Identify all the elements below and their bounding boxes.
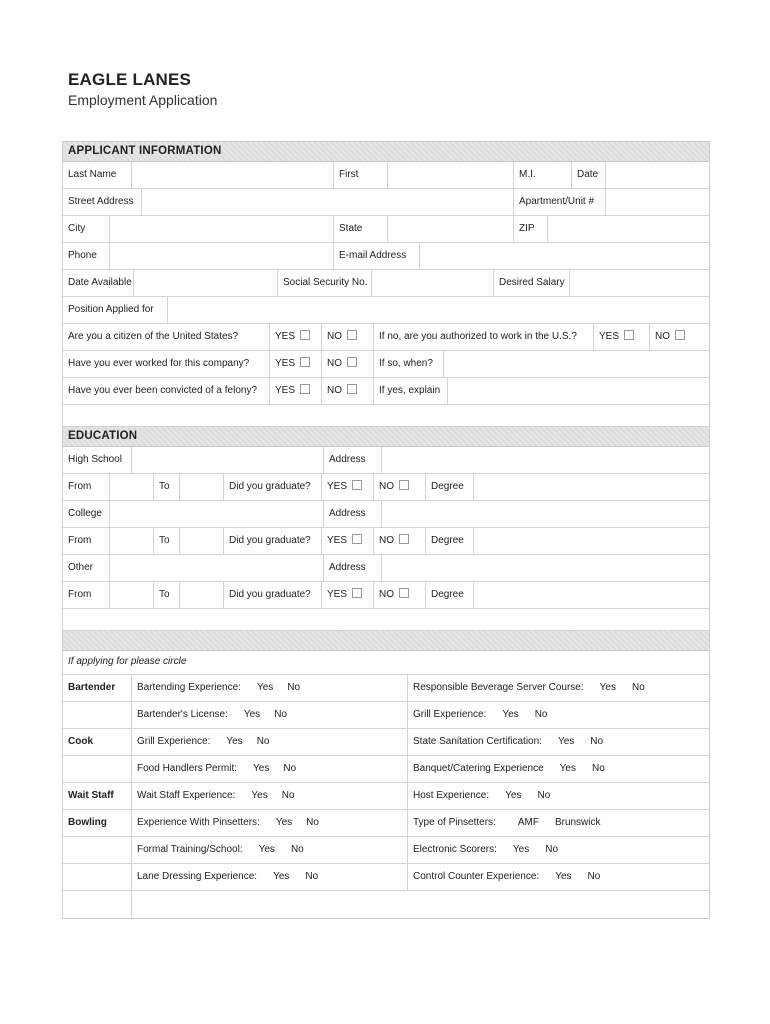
other-graduate-yes[interactable] [321, 582, 373, 608]
section-positions [63, 631, 709, 651]
label-desired-salary: Desired Salary [493, 270, 569, 296]
no-option[interactable]: No [537, 790, 551, 801]
label-date: Date [571, 162, 605, 188]
label-citizen-question: Are you a citizen of the United States? [68, 331, 239, 342]
checkbox-icon[interactable] [300, 330, 310, 340]
question-label: Food Handlers Permit: [137, 763, 238, 774]
question-label: Type of Pinsetters: [413, 817, 496, 828]
field-first[interactable] [387, 162, 513, 188]
checkbox-icon[interactable] [399, 588, 409, 598]
row-bowling-1 [63, 810, 709, 837]
field-college-address[interactable] [381, 501, 709, 527]
label-graduate: Did you graduate? [223, 528, 321, 554]
checkbox-icon[interactable] [347, 330, 357, 340]
checkbox-icon[interactable] [352, 534, 362, 544]
field-hs-address[interactable] [381, 447, 709, 473]
no-option[interactable]: No [534, 709, 548, 720]
field-date-available[interactable] [133, 270, 277, 296]
label-college: College [68, 508, 102, 519]
authorized-no-option[interactable] [649, 324, 709, 350]
field-worked-when[interactable] [443, 351, 709, 377]
worked-no-option[interactable] [321, 351, 373, 377]
hs-graduate-yes[interactable] [321, 474, 373, 500]
yes-label: YES [275, 358, 296, 369]
food-handlers-permit[interactable] [131, 756, 407, 782]
row-college [63, 501, 709, 528]
row-bowling-2 [63, 837, 709, 864]
lane-dressing-experience[interactable] [131, 864, 407, 890]
section-applicant-information [63, 142, 709, 162]
field-last-name[interactable] [131, 162, 333, 188]
yes-option[interactable]: Yes [253, 763, 270, 774]
yes-option[interactable]: Yes [226, 736, 243, 747]
label-felony-question: Have you ever been convicted of a felony? [68, 385, 258, 396]
no-option[interactable]: No [281, 790, 295, 801]
yes-option[interactable]: Yes [557, 736, 575, 747]
label-street-address: Street Address [68, 196, 134, 207]
label-from: From [68, 589, 92, 600]
question-label: Grill Experience: [137, 736, 211, 747]
citizen-no-option[interactable] [321, 324, 373, 350]
row-worked-before [63, 351, 709, 378]
label-authorized-question: If no, are you authorized to work in the U.S.? [373, 324, 593, 350]
field-other-from[interactable] [109, 582, 153, 608]
label-other: Other [68, 562, 94, 573]
label-worked-when: If so, when? [373, 351, 443, 377]
section-education [63, 427, 709, 447]
yes-label: YES [327, 481, 348, 492]
label-cook: Cook [68, 736, 93, 747]
no-option[interactable]: No [591, 763, 605, 774]
field-zip[interactable] [547, 216, 709, 242]
row-bartender-1 [63, 675, 709, 702]
checkbox-icon[interactable] [300, 384, 310, 394]
empty-cell [63, 837, 131, 863]
row-felony [63, 378, 709, 405]
field-street-address[interactable] [141, 189, 513, 215]
label-felony-explain: If yes, explain [373, 378, 447, 404]
row-cook-1 [63, 729, 709, 756]
field-desired-salary[interactable] [569, 270, 709, 296]
row-other-dates [63, 582, 709, 609]
row-other [63, 555, 709, 582]
no-option[interactable]: No [545, 844, 559, 855]
label-zip: ZIP [513, 216, 547, 242]
yes-option[interactable]: Yes [599, 682, 616, 693]
worked-yes-option[interactable] [269, 351, 321, 377]
section-title: EDUCATION [68, 430, 138, 442]
field-college-from[interactable] [109, 528, 153, 554]
yes-option[interactable]: Yes [256, 682, 274, 693]
question-label: Experience With Pinsetters: [137, 817, 260, 828]
question-label: Formal Training/School: [137, 844, 243, 855]
positions-instruction: If applying for please circle [68, 656, 187, 667]
checkbox-icon[interactable] [675, 330, 685, 340]
yes-option[interactable]: Yes [258, 844, 275, 855]
label-graduate: Did you graduate? [223, 582, 321, 608]
field-phone[interactable] [109, 243, 333, 269]
yes-label: YES [599, 331, 620, 342]
other-graduate-no[interactable] [373, 582, 425, 608]
label-to: To [153, 474, 179, 500]
yes-label: YES [275, 385, 296, 396]
amf-option[interactable]: AMF [517, 817, 539, 828]
no-label: NO [327, 358, 342, 369]
row-phone [63, 243, 709, 270]
form-subtitle: Employment Application [68, 92, 218, 108]
label-position-applied: Position Applied for [68, 304, 154, 315]
no-option[interactable]: No [631, 682, 645, 693]
question-label: Lane Dressing Experience: [137, 871, 258, 882]
label-ssn: Social Security No. [277, 270, 371, 296]
checkbox-icon[interactable] [624, 330, 634, 340]
yes-option[interactable]: Yes [251, 790, 268, 801]
empty-cell [63, 891, 131, 918]
no-option[interactable]: No [306, 817, 319, 828]
no-label: NO [327, 385, 342, 396]
type-of-pinsetters[interactable] [407, 810, 709, 836]
label-last-name: Last Name [68, 169, 117, 180]
field-other-to[interactable] [179, 582, 223, 608]
no-label: NO [327, 331, 342, 342]
bartender-license[interactable] [131, 702, 407, 728]
hs-graduate-no[interactable] [373, 474, 425, 500]
host-experience[interactable] [407, 783, 709, 809]
label-college-address: Address [323, 501, 381, 527]
section-title: APPLICANT INFORMATION [68, 145, 222, 157]
label-wait-staff: Wait Staff [68, 790, 114, 801]
no-option[interactable]: No [290, 844, 304, 855]
yes-option[interactable]: Yes [505, 790, 522, 801]
label-worked-question: Have you ever worked for this company? [68, 358, 250, 369]
field-state[interactable] [387, 216, 513, 242]
empty-cell [131, 891, 709, 918]
banquet-catering-experience[interactable] [407, 756, 709, 782]
bartending-experience[interactable] [131, 675, 407, 701]
field-ssn[interactable] [371, 270, 493, 296]
label-phone: Phone [68, 250, 97, 261]
label-apartment: Apartment/Unit # [513, 189, 605, 215]
question-label: Bartender's License: [137, 709, 228, 720]
bartender-grill-experience[interactable] [407, 702, 709, 728]
label-date-available: Date Available [68, 277, 132, 288]
field-other-degree[interactable] [473, 582, 709, 608]
checkbox-icon[interactable] [399, 534, 409, 544]
row-citizen [63, 324, 709, 351]
label-city: City [68, 223, 86, 234]
question-label: Electronic Scorers: [413, 844, 497, 855]
checkbox-icon[interactable] [352, 588, 362, 598]
yes-option[interactable]: Yes [273, 871, 290, 882]
field-felony-explain[interactable] [447, 378, 709, 404]
field-hs-degree[interactable] [473, 474, 709, 500]
row-empty-final [63, 891, 709, 918]
wait-staff-experience[interactable] [131, 783, 407, 809]
label-degree: Degree [425, 474, 473, 500]
field-email[interactable] [419, 243, 709, 269]
no-label: NO [379, 481, 394, 492]
no-option[interactable]: No [287, 682, 301, 693]
citizen-yes-option[interactable] [269, 324, 321, 350]
authorized-yes-option[interactable] [593, 324, 649, 350]
yes-label: YES [275, 331, 296, 342]
cook-grill-experience[interactable] [131, 729, 407, 755]
label-to: To [153, 582, 179, 608]
college-graduate-yes[interactable] [321, 528, 373, 554]
field-college[interactable] [109, 501, 323, 527]
yes-option[interactable]: Yes [555, 871, 572, 882]
field-position-applied[interactable] [167, 297, 709, 323]
row-high-school [63, 447, 709, 474]
empty-cell [63, 702, 131, 728]
no-label: NO [379, 589, 394, 600]
no-label: NO [379, 535, 394, 546]
college-graduate-no[interactable] [373, 528, 425, 554]
checkbox-icon[interactable] [399, 480, 409, 490]
yes-label: YES [327, 535, 348, 546]
row-name [63, 162, 709, 189]
question-label: Host Experience: [413, 790, 490, 801]
question-label: Responsible Beverage Server Course: [413, 682, 584, 693]
label-bartender: Bartender [68, 682, 116, 693]
yes-option[interactable]: Yes [502, 709, 519, 720]
spacer-row [63, 405, 709, 427]
no-option[interactable]: No [274, 709, 287, 720]
spacer-row [63, 609, 709, 631]
question-label: Wait Staff Experience: [137, 790, 236, 801]
field-college-degree[interactable] [473, 528, 709, 554]
yes-option[interactable]: Yes [559, 763, 576, 774]
question-label: Grill Experience: [413, 709, 487, 720]
felony-yes-option[interactable] [269, 378, 321, 404]
row-college-dates [63, 528, 709, 555]
row-wait-staff [63, 783, 709, 810]
application-form [62, 141, 710, 919]
field-high-school[interactable] [131, 447, 323, 473]
label-from: From [68, 481, 92, 492]
yes-option[interactable]: Yes [512, 844, 530, 855]
label-degree: Degree [425, 528, 473, 554]
field-college-to[interactable] [179, 528, 223, 554]
checkbox-icon[interactable] [300, 357, 310, 367]
empty-cell [63, 864, 131, 890]
field-other-address[interactable] [381, 555, 709, 581]
yes-label: YES [327, 589, 348, 600]
label-degree: Degree [425, 582, 473, 608]
row-availability [63, 270, 709, 297]
label-high-school: High School [68, 454, 122, 465]
label-graduate: Did you graduate? [223, 474, 321, 500]
question-label: State Sanitation Certification: [413, 736, 542, 747]
label-bowling: Bowling [68, 817, 107, 828]
form-title: EAGLE LANES [68, 70, 192, 89]
row-hs-dates [63, 474, 709, 501]
field-hs-from[interactable] [109, 474, 153, 500]
field-apartment[interactable] [605, 189, 709, 215]
brunswick-option[interactable]: Brunswick [554, 817, 601, 828]
question-label: Control Counter Experience: [413, 871, 540, 882]
label-state: State [333, 216, 387, 242]
label-hs-address: Address [323, 447, 381, 473]
yes-option[interactable]: Yes [275, 817, 293, 828]
row-bartender-2 [63, 702, 709, 729]
no-option[interactable]: No [590, 736, 604, 747]
row-instruction [63, 651, 709, 675]
no-option[interactable]: No [587, 871, 601, 882]
beverage-server-course[interactable] [407, 675, 709, 701]
no-option[interactable]: No [283, 763, 297, 774]
label-email: E-mail Address [333, 243, 419, 269]
field-date[interactable] [605, 162, 709, 188]
question-label: Banquet/Catering Experience [413, 763, 544, 774]
felony-no-option[interactable] [321, 378, 373, 404]
label-to: To [153, 528, 179, 554]
control-counter-experience[interactable] [407, 864, 709, 890]
row-address [63, 189, 709, 216]
label-from: From [68, 535, 92, 546]
no-label: NO [655, 331, 670, 342]
field-hs-to[interactable] [179, 474, 223, 500]
electronic-scorers[interactable] [407, 837, 709, 863]
yes-option[interactable]: Yes [243, 709, 261, 720]
field-city[interactable] [109, 216, 333, 242]
row-city [63, 216, 709, 243]
field-other[interactable] [109, 555, 323, 581]
row-position [63, 297, 709, 324]
checkbox-icon[interactable] [347, 357, 357, 367]
empty-cell [63, 756, 131, 782]
label-other-address: Address [323, 555, 381, 581]
row-bowling-3 [63, 864, 709, 891]
checkbox-icon[interactable] [352, 480, 362, 490]
formal-training[interactable] [131, 837, 407, 863]
question-label: Bartending Experience: [137, 682, 241, 693]
state-sanitation-certification[interactable] [407, 729, 709, 755]
pinsetters-experience[interactable] [131, 810, 407, 836]
no-option[interactable]: No [256, 736, 270, 747]
checkbox-icon[interactable] [347, 384, 357, 394]
label-mi: M.I. [513, 162, 571, 188]
label-first: First [333, 162, 387, 188]
row-cook-2 [63, 756, 709, 783]
no-option[interactable]: No [305, 871, 319, 882]
